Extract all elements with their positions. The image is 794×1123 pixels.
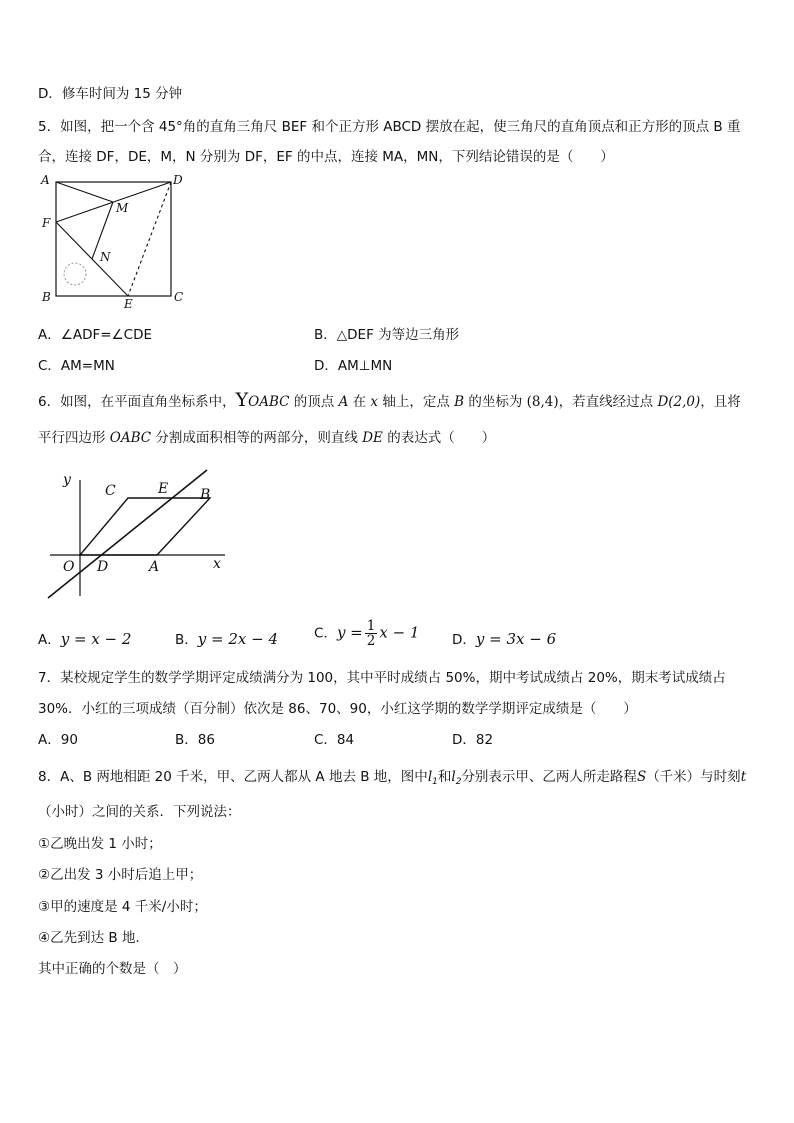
label-y: y	[63, 472, 71, 488]
label-d: D	[173, 173, 183, 187]
q8-stem-line2: （小时）之间的关系．下列说法：	[38, 804, 241, 820]
q7-option-b: B．86	[175, 732, 215, 748]
q6-option-a: A．y = x − 2	[38, 630, 132, 648]
q7-option-c: C．84	[314, 732, 355, 748]
q6-stem-line2: 平行四边形 OABC 分割成面积相等的两部分，则直线 DE 的表达式（ ）	[38, 430, 496, 446]
prev-option-d: D．修车时间为 15 分钟	[38, 86, 183, 102]
q8-statement-4: ④乙先到达 B 地．	[38, 930, 149, 946]
label-d: D	[97, 559, 109, 575]
q5-stem-line1: 5．如图，把一个含 45°角的直角三角尺 BEF 和个正方形 ABCD 摆放在起，使三角尺的直角顶点和正方形的顶点 B 重	[38, 119, 741, 135]
q6-option-b: B．y = 2x − 4	[175, 630, 278, 648]
label-a: A	[149, 559, 160, 575]
q7-option-a: A．90	[38, 732, 78, 748]
label-c: C	[105, 483, 116, 499]
q5-stem-line2: 合，连接 DF，DE，M，N 分别为 DF，EF 的中点，连接 MA，MN，下列结论错误的是（ ）	[38, 149, 614, 165]
label-x: x	[213, 556, 221, 572]
label-e: E	[124, 297, 133, 311]
segment-ma	[56, 182, 113, 202]
q5-option-b: B．△DEF 为等边三角形	[314, 327, 460, 343]
label-f: F	[42, 216, 51, 230]
q8-statement-3: ③甲的速度是 4 千米/小时；	[38, 899, 207, 915]
q5-option-c: C．AM=MN	[38, 358, 115, 374]
label-b: B	[42, 290, 51, 304]
label-a: A	[41, 173, 50, 187]
q6-stem-line1: 6．如图，在平面直角坐标系中，YOABC 的顶点 A 在 x 轴上，定点 B 的坐标为 (8,4)，若直线经过点 D(2,0)，且将	[38, 389, 741, 411]
label-m: M	[116, 201, 129, 215]
q8-stem-line1: 8．A、B 两地相距 20 千米，甲、乙两人都从 A 地去 B 地，图中$l_1$和$l_2$分别表示甲、乙两人所走路程S（千米）与时刻t	[38, 769, 747, 787]
label-o: O	[63, 559, 75, 575]
decorative-dashed-circle	[64, 263, 86, 285]
q7-option-d: D．82	[452, 732, 494, 748]
q8-question: 其中正确的个数是（ ）	[38, 961, 187, 977]
label-e: E	[158, 481, 169, 497]
q6-option-c: C．y = $\frac{1}{2}$ x − 1	[314, 618, 420, 649]
q7-stem-line2: 30%．小红的三项成绩（百分制）依次是 86、70、90，小红这学期的数学学期评定成绩是（ ）	[38, 701, 637, 717]
q6-option-d: D．y = 3x − 6	[452, 630, 557, 648]
parallelogram-oabc	[80, 498, 210, 555]
q8-statement-1: ①乙晚出发 1 小时；	[38, 836, 162, 852]
label-c: C	[174, 290, 184, 304]
label-b: B	[200, 487, 211, 503]
q5-option-a: A．∠ADF=∠CDE	[38, 327, 152, 343]
q5-figure	[38, 170, 198, 310]
q6-figure	[45, 468, 235, 603]
label-n: N	[100, 250, 111, 264]
q8-statement-2: ②乙出发 3 小时后追上甲；	[38, 867, 203, 883]
line-de	[48, 470, 207, 598]
parallelogram-symbol: Y	[235, 389, 249, 411]
q7-stem-line1: 7．某校规定学生的数学学期评定成绩满分为 100，其中平时成绩占 50%，期中考试成绩占 20%，期末考试成绩占	[38, 670, 726, 686]
segment-de-dashed	[128, 182, 171, 296]
fraction-one-half: $\frac{1}{2}$	[366, 618, 376, 649]
q5-option-d: D．AM⊥MN	[314, 358, 393, 374]
